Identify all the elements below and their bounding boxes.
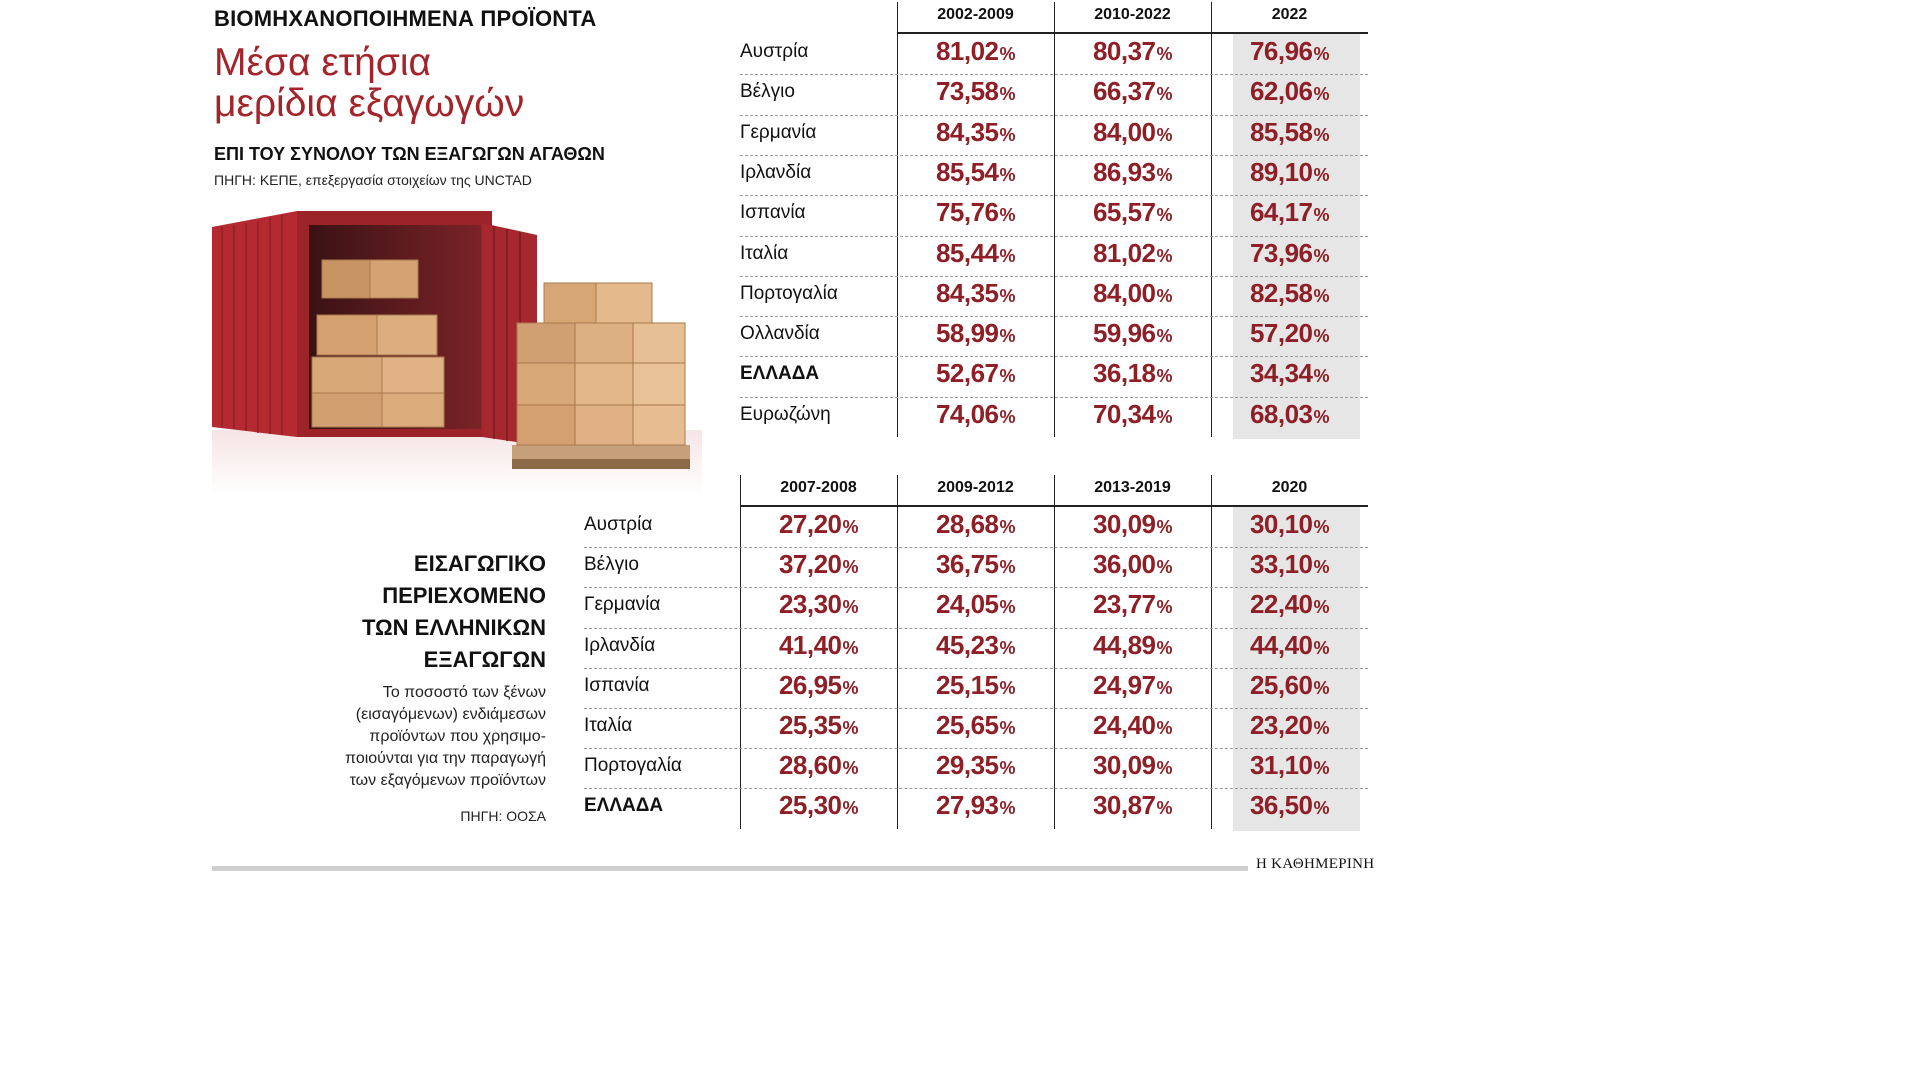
percent-sign: % [999,718,1016,738]
data-cell [1054,238,1211,269]
description-line: προϊόντων που χρησιμο- [369,728,546,745]
cell-value: 23,77 [1092,589,1156,620]
percent-sign: % [842,597,859,618]
data-cell [897,670,1054,701]
percent-sign: % [999,124,1016,145]
cell-value: 37,20 [778,549,842,580]
cell-value: 25,15 [935,669,999,700]
cell-value: 73,96 [1249,237,1313,268]
data-cell [740,509,897,540]
cell-value: 30,09 [1092,509,1156,539]
data-cell [1054,36,1211,67]
section2-title-line: ΕΙΣΑΓΩΓΙΚΟ [413,551,546,576]
row-label: Βέλγιο [584,554,639,576]
percent-sign: % [842,798,859,819]
cell-value: 81,02 [1092,237,1156,268]
cell-value: 30,87 [1092,790,1156,821]
cell-value: 27,93 [935,790,999,821]
cell-value: 74,06 [935,398,999,429]
percent-sign: % [999,557,1016,578]
row-separator [584,587,1368,588]
row-separator [740,236,1368,237]
percent-sign: % [1313,718,1330,738]
cell-value: 36,18 [1092,358,1156,389]
row-label: Πορτογαλία [740,282,838,304]
percent-sign: % [1313,557,1330,578]
data-cell [1211,399,1368,430]
cell-value: 76,96 [1249,36,1313,66]
percent-sign: % [1156,44,1173,64]
percent-sign: % [999,245,1016,266]
row-label: Ολλανδία [740,323,820,345]
percent-sign: % [1313,124,1330,145]
container-illustration [212,205,702,495]
description-line: των εξαγόμενων προϊόντων [349,772,546,789]
data-cell [740,790,897,821]
column-header: 2007-2008 [780,479,857,496]
cell-value: 36,00 [1092,549,1156,580]
cell-value: 84,35 [935,116,999,147]
data-cell [1211,278,1368,309]
percent-sign: % [1156,124,1173,145]
cell-value: 85,58 [1249,116,1313,147]
cell-value: 84,00 [1092,277,1156,308]
data-cell [740,589,897,620]
column-header: 2009-2012 [937,479,1014,496]
data-cell [897,358,1054,389]
data-cell [897,36,1054,67]
data-cell [1211,197,1368,228]
cell-value: 33,10 [1249,549,1313,580]
column-header: 2020 [1271,479,1308,496]
data-cell [897,750,1054,781]
data-cell [897,630,1054,661]
cell-value: 36,75 [935,549,999,580]
data-cell [897,76,1054,107]
percent-sign: % [1313,84,1330,105]
percent-sign: % [1156,245,1173,266]
cell-value: 26,95 [778,669,842,700]
percent-sign: % [842,718,859,738]
percent-sign: % [999,205,1016,226]
data-cell [1211,790,1368,821]
percent-sign: % [1156,164,1173,185]
cell-value: 80,37 [1092,36,1156,66]
percent-sign: % [999,326,1016,347]
data-cell [1054,710,1211,741]
row-separator [740,195,1368,196]
section2-title-line: ΤΩΝ ΕΛΛΗΝΙΚΩΝ [361,615,546,640]
page-title [214,42,634,124]
cell-value: 66,37 [1092,76,1156,107]
row-separator [740,316,1368,317]
data-cell [740,670,897,701]
cell-value: 34,34 [1249,358,1313,389]
percent-sign: % [1156,285,1173,306]
description-line: Το ποσοστό των ξένων [382,684,546,701]
data-cell [1054,670,1211,701]
data-cell [1054,318,1211,349]
percent-sign: % [1156,637,1173,658]
row-label: Ισπανία [584,674,650,696]
row-label: Αυστρία [740,41,809,62]
cell-value: 62,06 [1249,76,1313,107]
percent-sign: % [1313,366,1330,387]
cell-value: 84,00 [1092,116,1156,147]
row-label: Ευρωζώνη [740,403,831,425]
percent-sign: % [999,637,1016,658]
data-cell [740,710,897,741]
data-cell [897,278,1054,309]
column-header: 2010-2022 [1094,6,1171,23]
row-label: Ισπανία [740,202,806,224]
cell-value: 70,34 [1092,398,1156,429]
percent-sign: % [1313,164,1330,185]
data-cell [1211,117,1368,148]
cell-value: 23,30 [778,589,842,620]
section2-source: ΠΗΓΗ: ΟΟΣΑ [460,808,546,824]
data-cell [1211,318,1368,349]
data-cell [897,509,1054,540]
percent-sign: % [1156,84,1173,105]
row-label: Βέλγιο [740,81,795,103]
data-cell [1211,589,1368,620]
cell-value: 41,40 [778,629,842,660]
supertitle: ΒΙΟΜΗΧΑΝΟΠΟΙΗΜΕΝΑ ΠΡΟΪΟΝΤΑ [214,6,597,31]
cell-value: 24,40 [1092,710,1156,740]
cell-value: 36,50 [1249,790,1313,821]
cell-value: 65,57 [1092,197,1156,228]
percent-sign: % [842,758,859,779]
percent-sign: % [999,677,1016,698]
data-cell [1211,710,1368,741]
cell-value: 84,35 [935,277,999,308]
data-cell [897,790,1054,821]
percent-sign: % [1313,285,1330,306]
data-cell [1054,589,1211,620]
cell-value: 28,68 [935,509,999,539]
percent-sign: % [1313,205,1330,226]
title-line-1: Μέσα ετήσια [214,41,432,84]
title-line-2: μερίδια εξαγωγών [214,82,525,125]
data-cell [897,318,1054,349]
data-cell [897,399,1054,430]
cell-value: 81,02 [935,36,999,66]
cell-value: 52,67 [935,358,999,389]
cell-value: 29,35 [935,750,999,781]
data-cell [1054,549,1211,580]
cell-value: 22,40 [1249,589,1313,620]
percent-sign: % [1313,798,1330,819]
data-cell [1054,76,1211,107]
percent-sign: % [1156,597,1173,618]
row-separator [584,708,1368,709]
data-cell [897,157,1054,188]
cell-value: 85,54 [935,156,999,187]
row-label: Γερμανία [740,121,817,143]
percent-sign: % [999,406,1016,427]
cell-value: 89,10 [1249,156,1313,187]
row-label: Ιταλία [584,715,633,736]
data-cell [1211,670,1368,701]
data-cell [1211,358,1368,389]
row-separator [584,748,1368,749]
data-cell [1054,630,1211,661]
description-line: (εισαγόμενων) ενδιάμεσων [355,706,546,723]
data-cell [1211,549,1368,580]
row-separator [584,628,1368,629]
cell-value: 28,60 [778,750,842,781]
percent-sign: % [999,758,1016,779]
percent-sign: % [999,517,1016,537]
data-cell [1211,36,1368,67]
data-cell [1054,278,1211,309]
row-label: Ιταλία [740,242,789,264]
data-cell [1211,750,1368,781]
row-label: Πορτογαλία [584,755,682,777]
data-cell [740,549,897,580]
percent-sign: % [1156,798,1173,819]
percent-sign: % [1156,326,1173,347]
data-cell [1054,358,1211,389]
cell-value: 25,60 [1249,669,1313,700]
percent-sign: % [999,285,1016,306]
cell-value: 44,40 [1249,629,1313,660]
cell-value: 45,23 [935,629,999,660]
data-cell [1211,630,1368,661]
row-label: Ιρλανδία [740,161,812,183]
header-rule [897,32,1368,34]
data-cell [1054,509,1211,540]
row-label: Ιρλανδία [584,634,656,656]
cell-value: 24,97 [1092,669,1156,700]
percent-sign: % [999,164,1016,185]
percent-sign: % [1313,637,1330,658]
cell-value: 30,10 [1249,509,1313,539]
source-note: ΠΗΓΗ: ΚΕΠΕ, επεξεργασία στοιχείων της UNCTAD [214,172,532,188]
percent-sign: % [842,637,859,658]
section2-title-line: ΕΞΑΓΩΓΩΝ [423,647,546,672]
data-cell [1211,157,1368,188]
data-cell [897,710,1054,741]
cell-value: 82,58 [1249,277,1313,308]
cell-value: 75,76 [935,197,999,228]
cell-value: 30,09 [1092,750,1156,781]
brand-logo: Η ΚΑΘΗΜΕΡΙΝΗ [1256,856,1375,872]
row-label: ΕΛΛΑΔΑ [740,363,820,385]
section2-description [290,682,546,792]
row-separator [740,276,1368,277]
cell-value: 64,17 [1249,197,1313,228]
percent-sign: % [1313,677,1330,698]
data-cell [1054,790,1211,821]
data-cell [1054,197,1211,228]
row-label: Αυστρία [584,514,653,535]
percent-sign: % [1313,326,1330,347]
percent-sign: % [1313,517,1330,537]
row-separator [584,788,1368,789]
percent-sign: % [842,677,859,698]
description-line: ποιούνται για την παραγωγή [345,750,546,767]
data-cell [1054,117,1211,148]
data-cell [1211,238,1368,269]
percent-sign: % [842,517,859,537]
subtitle: ΕΠΙ ΤΟΥ ΣΥΝΟΛΟΥ ΤΩΝ ΕΞΑΓΩΓΩΝ ΑΓΑΘΩΝ [214,144,605,164]
percent-sign: % [1156,557,1173,578]
percent-sign: % [842,557,859,578]
percent-sign: % [1156,205,1173,226]
section2-title [300,548,546,676]
percent-sign: % [999,366,1016,387]
row-separator [584,547,1368,548]
cell-value: 58,99 [935,318,999,349]
data-cell [897,238,1054,269]
cell-value: 85,44 [935,237,999,268]
data-cell [897,589,1054,620]
data-cell [897,117,1054,148]
row-separator [584,668,1368,669]
percent-sign: % [1156,758,1173,779]
data-cell [740,750,897,781]
cell-value: 57,20 [1249,318,1313,349]
data-cell [740,630,897,661]
data-cell [1054,750,1211,781]
cell-value: 25,35 [778,710,842,740]
row-separator [740,356,1368,357]
row-separator [740,155,1368,156]
cell-value: 44,89 [1092,629,1156,660]
percent-sign: % [999,44,1016,64]
row-separator [740,115,1368,116]
data-cell [1054,399,1211,430]
row-label: ΕΛΛΑΔΑ [584,795,664,817]
percent-sign: % [1156,406,1173,427]
data-cell [897,549,1054,580]
percent-sign: % [1313,245,1330,266]
percent-sign: % [1156,677,1173,698]
percent-sign: % [1313,597,1330,618]
percent-sign: % [1313,44,1330,64]
percent-sign: % [999,798,1016,819]
cell-value: 68,03 [1249,398,1313,429]
data-cell [1211,509,1368,540]
section2-title-line: ΠΕΡΙΕΧΟΜΕΝΟ [382,583,546,608]
cell-value: 23,20 [1249,710,1313,740]
cell-value: 31,10 [1249,750,1313,781]
percent-sign: % [1156,366,1173,387]
percent-sign: % [1156,718,1173,738]
cell-value: 24,05 [935,589,999,620]
data-cell [897,197,1054,228]
percent-sign: % [1313,758,1330,779]
cell-value: 59,96 [1092,318,1156,349]
cell-value: 25,65 [935,710,999,740]
percent-sign: % [999,84,1016,105]
cell-value: 73,58 [935,76,999,107]
column-header: 2002-2009 [937,6,1014,23]
percent-sign: % [1313,406,1330,427]
data-cell [1211,76,1368,107]
column-header: 2022 [1271,6,1308,23]
percent-sign: % [1156,517,1173,537]
footer-rule [212,866,1248,871]
cell-value: 27,20 [778,509,842,539]
percent-sign: % [999,597,1016,618]
column-header: 2013-2019 [1094,479,1171,496]
cell-value: 25,30 [778,790,842,821]
row-label: Γερμανία [584,594,661,616]
cell-value: 86,93 [1092,156,1156,187]
row-separator [740,397,1368,398]
data-cell [1054,157,1211,188]
row-separator [740,74,1368,75]
